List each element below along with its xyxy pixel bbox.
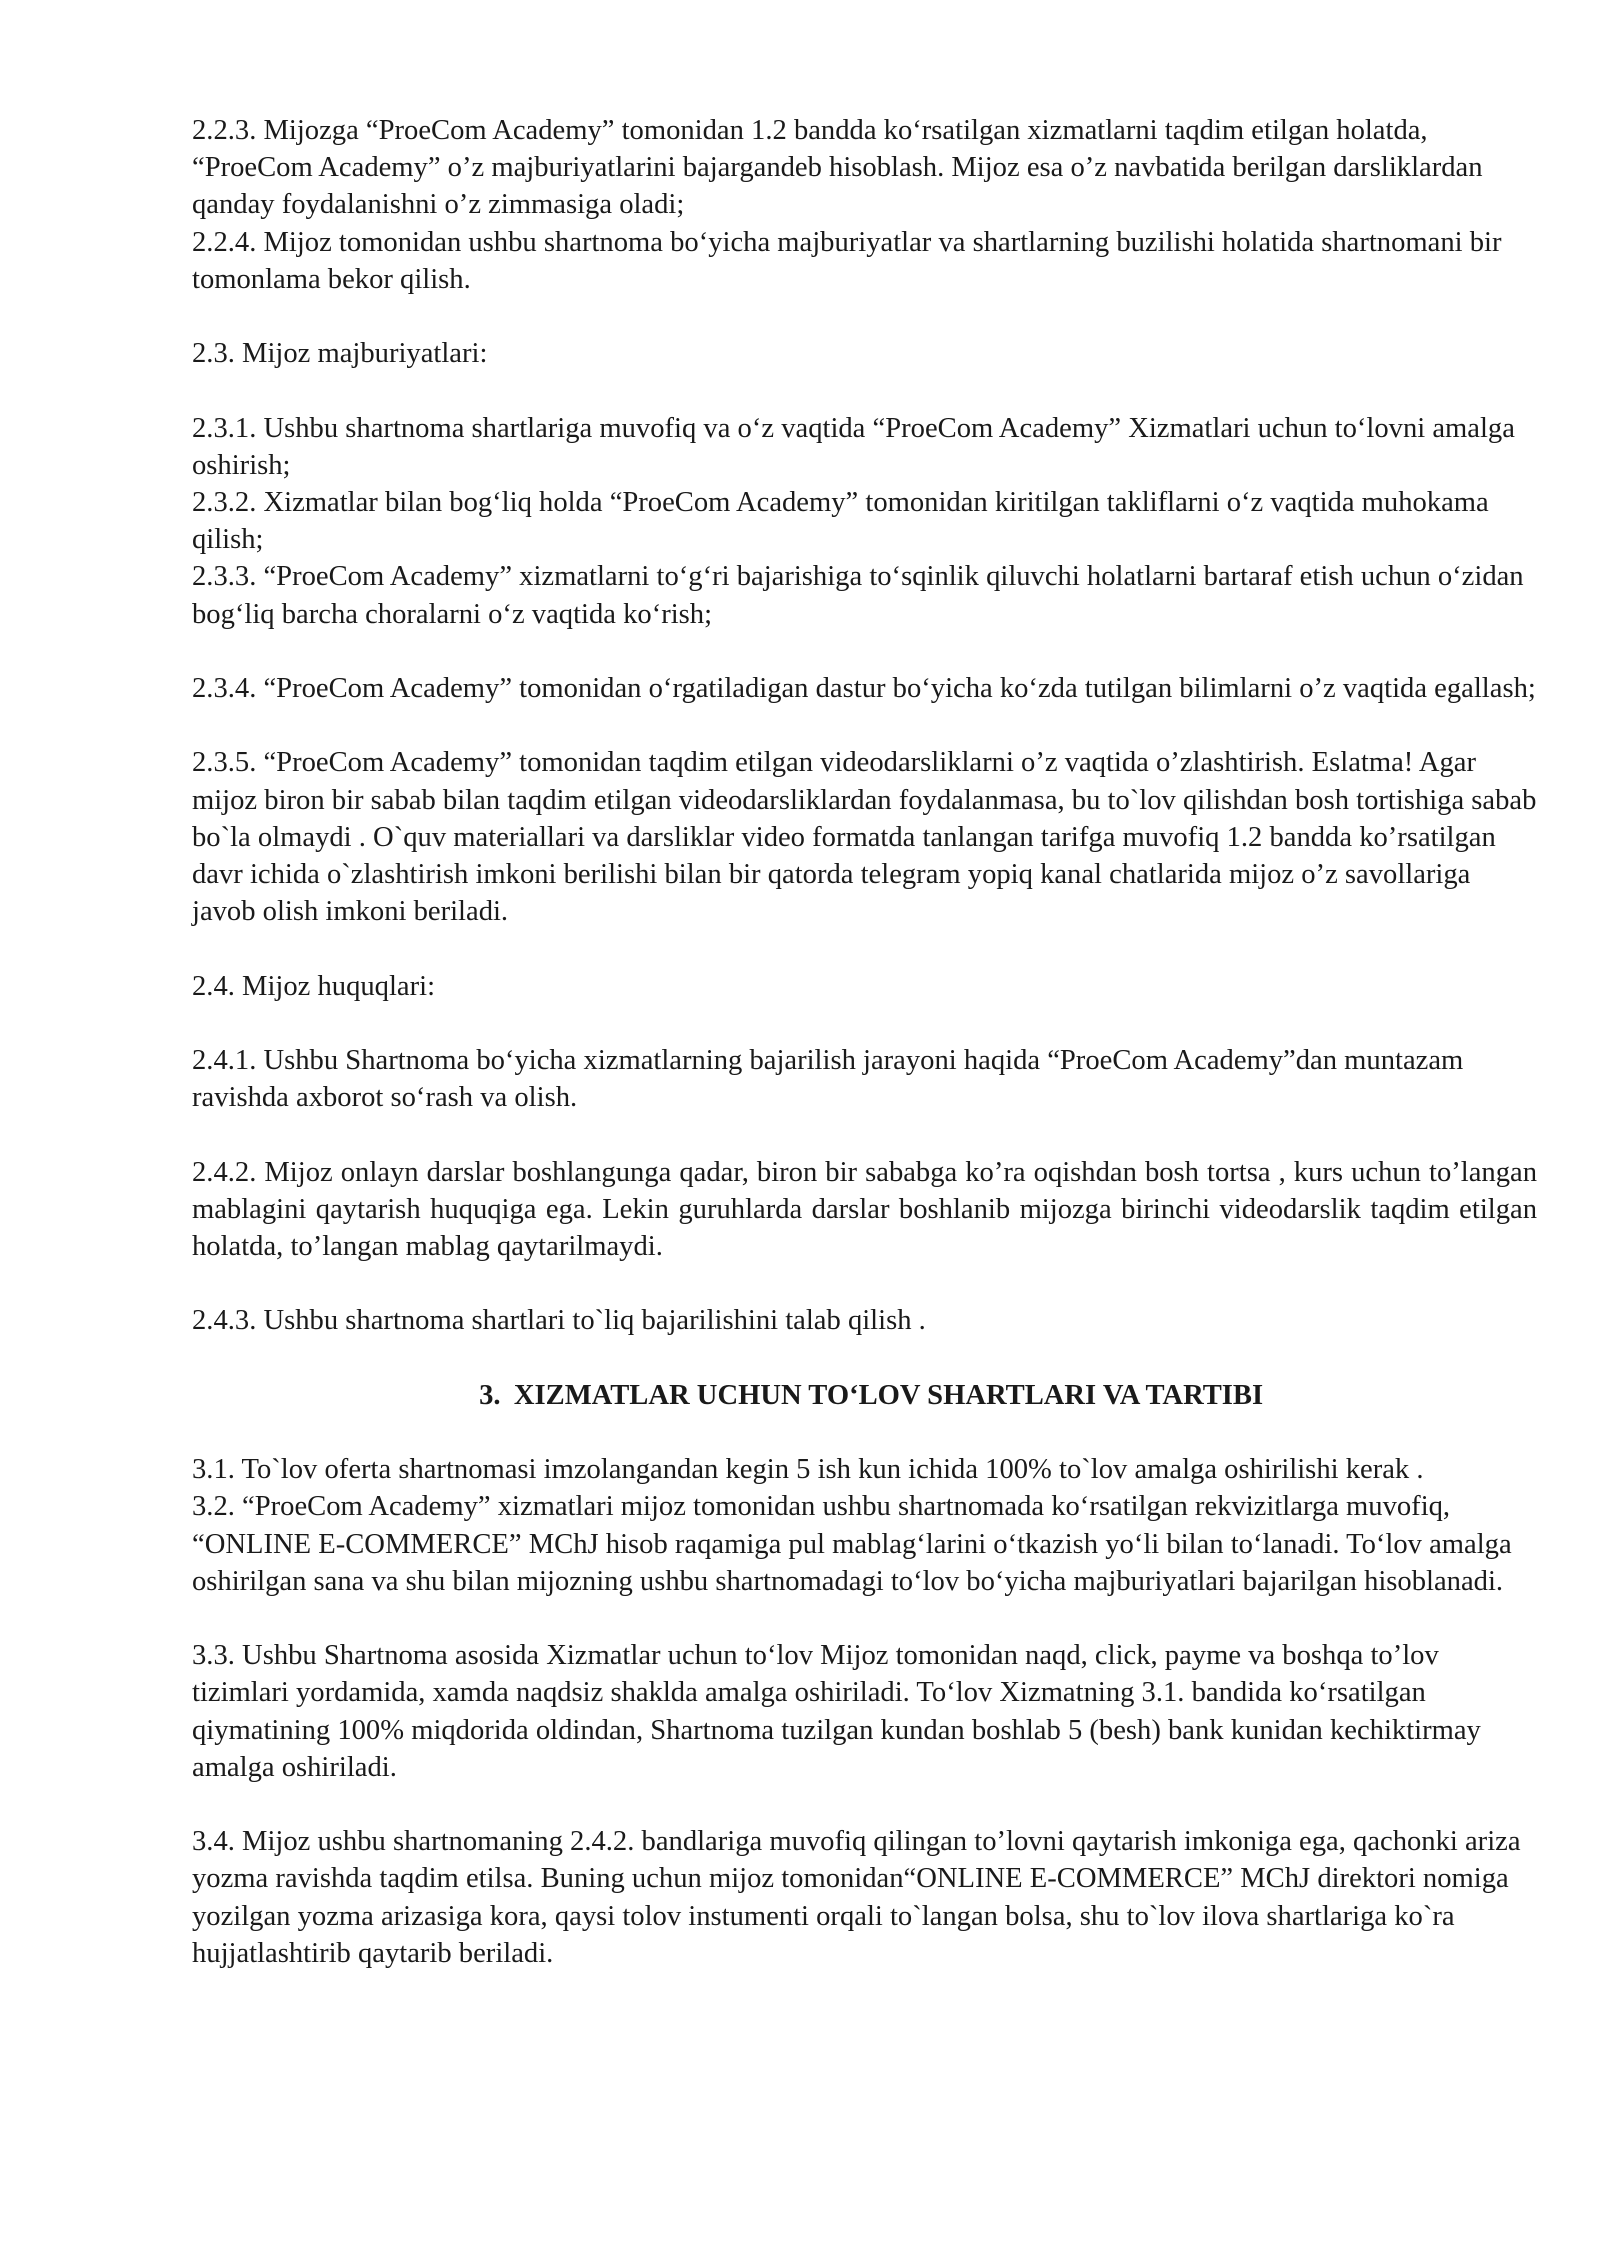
spacer [192, 1005, 1537, 1042]
clause-2-2-3: 2.2.3. Mijozga “ProeCom Academy” tomonidan 1.2 bandda ko‘rsatilgan xizmatlarni taqdim etilgan holatda, “ProeCom Academy” o’z majburiyatlarini bajargandeb hisoblash. Mijoz esa o’z navbatida berilgan darsliklardan qanday foydalanishni o’z zimmasiga oladi; [192, 115, 1483, 221]
spacer [192, 707, 1537, 744]
clause-2-3-2: 2.3.2. Xizmatlar bilan bog‘liq holda “ProeCom Academy” tomonidan kiritilgan takliflarni o‘z vaqtida muhokama qilish; [192, 487, 1489, 556]
document-page [192, 112, 1537, 1972]
section-2-3-title: 2.3. Mijoz majburiyatlari: [192, 338, 488, 370]
clause-2-3-5: 2.3.5. “ProeCom Academy” tomonidan taqdim etilgan videodarsliklarni o’z vaqtida o’zlashtirish. Eslatma! Agar mijoz biron bir sabab bilan taqdim etilgan videodarsliklardan foydalanmasa, bu to`lov qilishdan bosh tortishiga sabab bo`la olmaydi . O`quv materiallari va darsliklar video formatda tanlangan tarifga muvofiq 1.2 bandda ko’rsatilgan davr ichida o`zlashtirish imkoni berilishi bilan bir qatorda telegram yopiq kanal chatlarida mijoz o’z savollariga javob olish imkoni beriladi. [192, 747, 1537, 928]
clause-3-1: 3.1. To`lov oferta shartnomasi imzolangandan kegin 5 ish kun ichida 100% to`lov amalga oshirilishi kerak . [192, 1454, 1424, 1486]
clause-2-4-3: 2.4.3. Ushbu shartnoma shartlari to`liq bajarilishini talab qilish . [192, 1305, 926, 1337]
section-3-title: XIZMATLAR UCHUN TO‘LOV SHARTLARI VA TARTIBI [513, 1379, 1264, 1411]
spacer [192, 1340, 1537, 1377]
spacer [192, 1265, 1537, 1302]
spacer [192, 1786, 1537, 1823]
clause-2-3-3: 2.3.3. “ProeCom Academy” xizmatlarni to‘g‘ri bajarishiga to‘sqinlik qiluvchi holatlarni bartaraf etish uchun o‘zidan bog‘liq barcha choralarni o‘z vaqtida ko‘rish; [192, 561, 1524, 630]
section-2-4-title: 2.4. Mijoz huquqlari: [192, 970, 436, 1002]
clause-2-3-4: 2.3.4. “ProeCom Academy” tomonidan o‘rgatiladigan dastur bo‘yicha ko‘zda tutilgan bilimlarni o’z vaqtida egallash; [192, 673, 1536, 704]
clause-2-2-4: 2.2.4. Mijoz tomonidan ushbu shartnoma bo‘yicha majburiyatlar va shartlarning buzilishi holatida shartnomani bir tomonlama bekor qilish. [192, 226, 1502, 295]
spacer [192, 372, 1537, 409]
clause-3-2: 3.2. “ProeCom Academy” xizmatlari mijoz tomonidan ushbu shartnomada ko‘rsatilgan rekvizitlarga muvofiq, “ONLINE E-COMMERCE” MChJ hisob raqamiga pul mablag‘larini o‘tkazish yo‘li bilan to‘lanadi. To‘lov amalga oshirilgan sana va shu bilan mijozning ushbu shartnomadagi to‘lov bo‘yicha majburiyatlari bajarilgan hisoblanadi. [192, 1491, 1512, 1597]
clause-3-3: 3.3. Ushbu Shartnoma asosida Xizmatlar uchun to‘lov Mijoz tomonidan naqd, click, payme va boshqa to’lov tizimlari yordamida, xamda naqdsiz shaklda amalga oshiriladi. To‘lov Xizmatning 3.1. bandida ko‘rsatilgan qiymatining 100% miqdorida oldindan, Shartnoma tuzilgan kundan boshlab 5 (besh) bank kunidan kechiktirmay amalga oshiriladi. [192, 1640, 1481, 1783]
spacer [192, 1116, 1537, 1153]
clause-2-4-2: 2.4.2. Mijoz onlayn darslar boshlangunga qadar, biron bir sababga ko’ra oqishdan bosh tortsa , kurs uchun to’langan mablagini qaytarish huquqiga ega. Lekin guruhlarda darslar boshlanib mijozga birinchi videodarslik taqdim etilgan holatda, to’langan mablag qaytarilmaydi. [192, 1156, 1537, 1262]
spacer [192, 1600, 1537, 1637]
spacer [192, 298, 1537, 335]
spacer [192, 930, 1537, 967]
section-3-heading [192, 1377, 1537, 1414]
clause-3-4: 3.4. Mijoz ushbu shartnomaning 2.4.2. bandlariga muvofiq qilingan to’lovni qaytarish imkoniga ega, qachonki ariza yozma ravishda taqdim etilsa. Buning uchun mijoz tomonidan“ONLINE E-COMMERCE” MChJ direktori nomiga yozilgan yozma arizasiga kora, qaysi tolov instumenti orqali to`langan bolsa, shu to`lov ilova shartlariga ko`ra hujjatlashtirib qaytarib beriladi. [192, 1826, 1521, 1969]
section-3-number: 3. [479, 1379, 501, 1411]
spacer [192, 633, 1537, 670]
clause-2-3-1: 2.3.1. Ushbu shartnoma shartlariga muvofiq va o‘z vaqtida “ProeCom Academy” Xizmatlari uchun to‘lovni amalga oshirish; [192, 412, 1515, 481]
clause-2-4-1: 2.4.1. Ushbu Shartnoma bo‘yicha xizmatlarning bajarilish jarayoni haqida “ProeCom Academy”dan muntazam ravishda axborot so‘rash va olish. [192, 1044, 1464, 1114]
spacer [192, 1414, 1537, 1451]
